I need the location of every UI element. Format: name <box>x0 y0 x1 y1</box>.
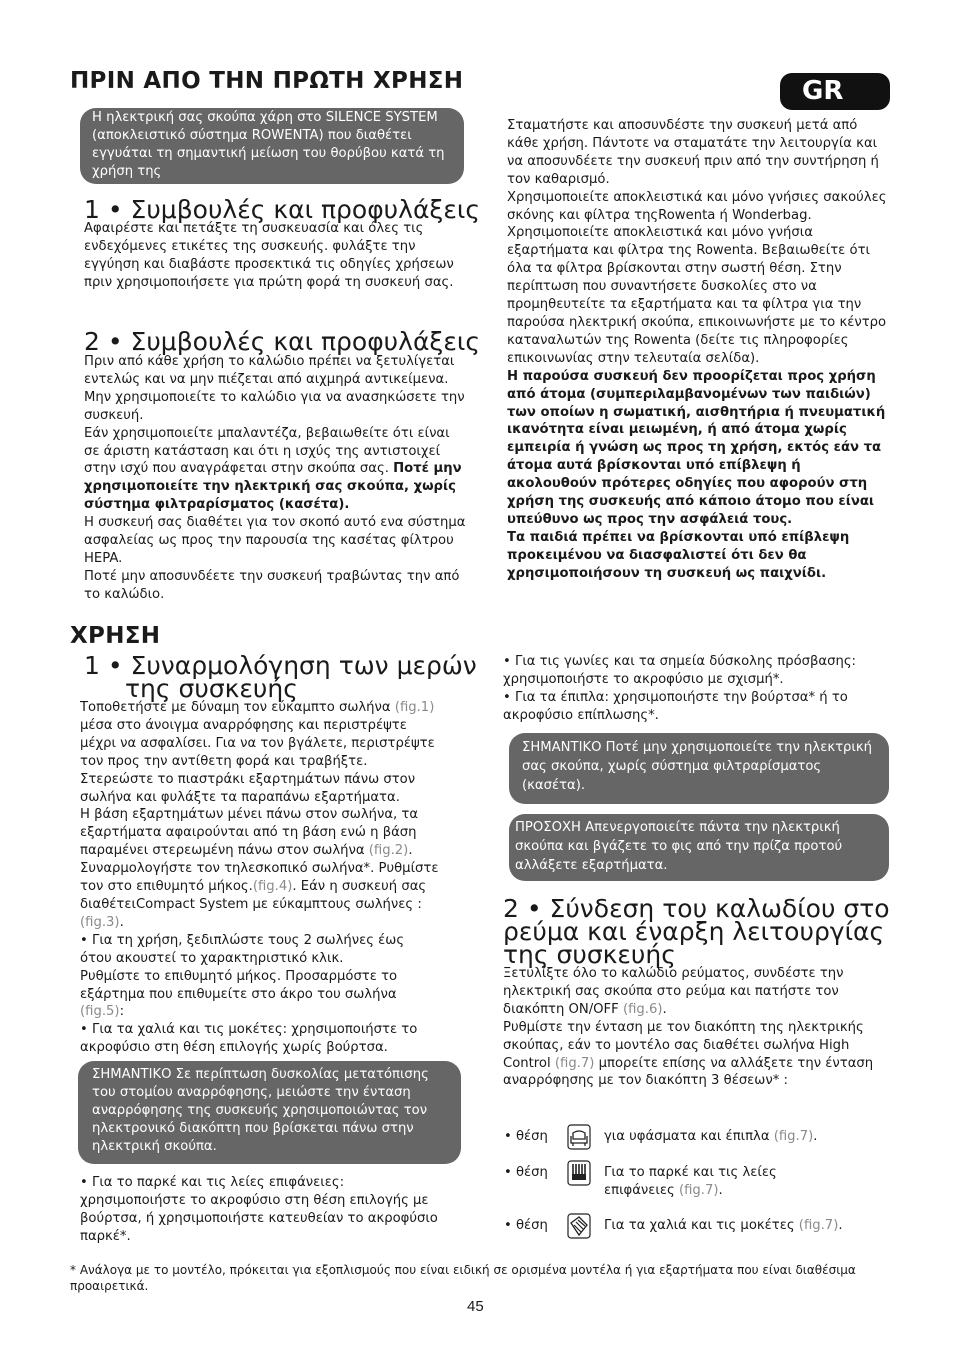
fig-7-ref: (fig.7) <box>678 1182 719 1198</box>
intro-info-text: Η ηλεκτρική σας σκούπα χάρη στο SILENCE SYSTEM (αποκλειστικό σύστημα ROWENTA) που διαθέτει εγγυάται τη σημαντική μείωση του θορύβου κατά τη χρήση της <box>92 110 445 179</box>
safety-paragraph-1: Σταματήστε και αποσυνδέστε την συσκευή μετά από κάθε χρήση. Πάντοτε να σταματάτε την λειτουργία και να αποσυνδέετε την συσκευή πριν από την συντήρηση ή τον καθαρισμό. <box>507 118 879 187</box>
power-heading-line-2: ρεύμα και έναρξη λειτουργίας <box>503 917 885 946</box>
position-desc-text: Για τα χαλιά και τις μοκέτες <box>604 1218 799 1233</box>
power-paragraph-1 <box>503 965 888 1019</box>
bullet-furniture: • Για τα έπιπλα: χρησιμοποιήστε την βούρτσα* ή το ακροφύσιο επίπλωσης*. <box>503 689 848 723</box>
important-box-filter-text: ΣΗΜΑΝΤΙΚΟ Ποτέ μην χρησιμοποιείτε την ηλεκτρική σας σκούπα, χωρίς σύστημα φιλτραρίσματος (κασέτα). <box>522 740 872 793</box>
fig-ref: (fig.4) <box>252 879 293 895</box>
assembly-text <box>80 699 465 1057</box>
assembly-line-end: . Εάν η συσκευή σας <box>292 879 427 895</box>
assembly-line <box>80 1039 465 1057</box>
assembly-line <box>80 986 465 1004</box>
assembly-line-end: . <box>119 914 124 930</box>
intro-info-box <box>80 108 464 184</box>
safety-paragraph-4-bold: Τα παιδιά πρέπει να βρίσκονται υπό επίβλεψη προκειμένου να διασφαλιστεί ότι δεν θα χρησιμοποιήσουν τη συσκευή ως παιχνίδι. <box>507 529 850 581</box>
tips-2-heading: 2 • Συμβουλές και προφυλάξεις <box>84 327 481 356</box>
position-desc-end: . <box>838 1218 843 1233</box>
assembly-line <box>80 789 465 807</box>
position-desc-text: Για το παρκέ και τις λείες επιφάνειες <box>604 1165 777 1198</box>
caution-box-text: ΠΡΟΣΟΧΗ Απενεργοποιείτε πάντα την ηλεκτρική σκούπα και βγάζετε το φις από την πρίζα προτού αλλάξετε εξαρτήματα. <box>515 820 843 873</box>
tips-2-paragraph-4: Ποτέ μην αποσυνδέετε την συσκευή τραβώντας την από το καλώδιο. <box>84 568 460 602</box>
parquet-brush-icon <box>567 1160 591 1190</box>
power-paragraph-2 <box>503 1019 888 1091</box>
assembly-line-text: Συναρμολογήστε τον τηλεσκοπικό σωλήνα*. Ρυθμίστε <box>80 861 439 877</box>
fig-ref: (fig.1) <box>394 700 435 715</box>
important-box-filter <box>509 733 889 804</box>
assembly-line <box>80 878 465 896</box>
tips-1-text: Αφαιρέστε και πετάξτε τη συσκευασία και όλες τις ενδεχόμενες ετικέτες της συσκευής. φυλάξτε την εγγύηση και διαβάστε προσεκτικά τις οδηγίες χρήσεων πριν χρησιμοποιήσετε για πρώτη φορά τη συσκευή σας. <box>84 221 454 290</box>
assembly-line-text: ακροφύσιο στη θέση επιλογής χωρίς βούρτσα. <box>80 1040 388 1056</box>
parquet-instruction-text: • Για το παρκέ και τις λείες επιφάνειες: χρησιμοποιήστε το ακροφύσιο στη θέση επιλογής με βούρτσα, ή χρησιμοποιήστε κατευθείαν το ακροφύσιο παρκέ*. <box>80 1175 438 1244</box>
assembly-line-text: εξάρτημα που επιθυμείτε στο άκρο του σωλήνα <box>80 986 397 1002</box>
tips-2-paragraph-3: Η συσκευή σας διαθέτει για τον σκοπό αυτό ενα σύστημα ασφαλείας ως προς την παρουσία της κασέτας φίλτρου HEPA. <box>84 515 466 566</box>
assembly-line <box>80 914 465 932</box>
language-badge: GR <box>780 73 890 110</box>
assembly-line-text: • Για τα χαλιά και τις μοκέτες: χρησιμοποιήστε το <box>80 1022 418 1038</box>
assembly-line-text: τον στο επιθυμητό μήκος. <box>80 879 253 895</box>
assembly-line-text: Ρυθμίστε το επιθυμητό μήκος. Προσαρμόστε το <box>80 968 398 984</box>
tips-2-paragraph-1: Πριν από κάθε χρήση το καλώδιο πρέπει να ξετυλίγεται εντελώς και να μην πιέζεται από αιχμηρά αντικείμενα. Μην χρησιμοποιείτε το καλώδιο για να ανασηκώσετε την συσκευή. <box>84 354 465 423</box>
fig-7-ref: (fig.7) <box>773 1129 814 1144</box>
assembly-line <box>80 771 465 789</box>
power-paragraph-2-text: Ρυθμίστε την ένταση με τον διακόπτη της ηλεκτρικής σκούπας, εάν το μοντέλο σας διαθέτει σωλήνα High Control <box>503 1019 864 1071</box>
assembly-line-text: τον προς την αντίθετη φορά και τραβήξτε. <box>80 753 368 769</box>
position-label: • θέση <box>504 1129 548 1144</box>
assembly-line <box>80 968 465 986</box>
assembly-line-text: Τοποθετήστε με δύναμη τον εύκαμπτο σωλήνα <box>80 700 395 715</box>
assembly-line <box>80 896 465 914</box>
page-number: 45 <box>467 1298 484 1315</box>
assembly-line-text: μέχρι να ασφαλίσει. Για να τον βγάλετε, περιστρέψτε <box>80 735 435 751</box>
assembly-line-text: Η βάση εξαρτημάτων μένει πάνω στον σωλήνα, τα <box>80 807 419 823</box>
assembly-line-text: • Για τη χρήση, ξεδιπλώστε τους 2 σωλήνες έως <box>80 932 405 948</box>
position-label: • θέση <box>504 1165 548 1180</box>
footnote: * Ανάλογα με το μοντέλο, πρόκειται για εξοπλισμούς που είναι ειδική σε ορισμένα μοντέλα ή για εξαρτήματα που είναι διαθέσιμα προαιρετικά. <box>70 1263 856 1293</box>
section-title-usage: ΧΡΗΣΗ <box>70 623 161 649</box>
assembly-line <box>80 950 465 968</box>
assembly-line <box>80 860 465 878</box>
power-paragraph-1-end: . <box>662 1001 667 1017</box>
bullet-corners: • Για τις γωνίες και τα σημεία δύσκολης πρόσβασης: χρησιμοποιήστε το ακροφύσιο με σχισμή*. <box>503 654 856 687</box>
assembly-line-text: Στερεώστε το πιαστράκι εξαρτημάτων πάνω στον <box>80 771 416 787</box>
position-desc <box>604 1164 824 1200</box>
safety-paragraph-2: Χρησιμοποιείτε αποκλειστικά και μόνο γνήσιες σακούλες σκόνης και φίλτρα τηςRowenta ή Wonderbag. Χρησιμοποιείτε αποκλειστικά και μόνο γνήσια εξαρτήματα και φίλτρα της Rowenta. Βεβαιωθείτε ότι όλα τα φίλτρα βρίσκονται στην σωστή θέση. Στην περίπτωση που συναντήσετε δυσκολίες στο να προμηθευτείτε τα εξαρτήματα και τα φίλτρα για την παρούσα ηλεκτρική σκούπα, επικοινωνήστε με το κέντρο καταναλωτών της Rowenta (δείτε τις πληροφορίες επικοινωνίας στην τελευταία σελίδα). <box>507 189 887 366</box>
power-paragraph-1-text: Ξετυλίξτε όλο το καλώδιο ρεύματος, συνδέστε την ηλεκτρική σας σκούπα στο ρεύμα και πατήστε τον διακόπτη ON/OFF <box>503 966 844 1017</box>
power-heading-line-3: της συσκευής <box>503 940 676 969</box>
assembly-line-end: . <box>408 843 413 859</box>
assembly-line-text: παραμένει στερεωμένη πάνω στον σωλήνα <box>80 843 369 859</box>
safety-paragraph-3-bold: Η παρούσα συσκευή δεν προορίζεται προς χρήση από άτομα (συμπεριλαμβανομένων των παιδιών) των οποίων η σωματική, αισθητήρια ή πνευματική ικανότητα είναι μειωμένη, ή από άτομα χωρίς εμπειρία ή γνώση ως προς τη χρήση, εκτός εάν τα άτομα αυτά βρίσκονται υπό επίβλεψη ή ακολουθούν πρότερες οδηγίες που αφορούν στη χρήση της συσκευής από κάποιο άτομο που είναι υπεύθυνο ως προς την ασφάλειά τους. <box>507 368 886 527</box>
fig-ref: (fig.5) <box>80 1004 120 1020</box>
important-box-nozzle-text: ΣΗΜΑΝΤΙΚΟ Σε περίπτωση δυσκολίας μετατόπισης του στομίου αναρρόφησης, μειώστε την ένταση αναρρόφησης της συσκευής χρησιμοποιώντας τον ηλεκτρονικό διακόπτη που βρίσκεται πάνω στην ηλεκτρική σκούπα. <box>92 1067 429 1154</box>
fig-6-ref: (fig.6) <box>622 1001 663 1017</box>
assembly-line-text: σωλήνα και φυλάξτε τα παραπάνω εξαρτήματα. <box>80 789 400 805</box>
assembly-line <box>80 932 465 950</box>
tips-2-body <box>84 353 469 604</box>
position-desc-end: . <box>718 1182 723 1198</box>
position-desc <box>604 1217 889 1235</box>
armchair-icon <box>567 1124 591 1154</box>
power-heading-line-1: 2 • Σύνδεση του καλωδίου στο <box>503 894 890 923</box>
assembly-line-end: : <box>119 1004 125 1020</box>
assembly-line <box>80 1003 465 1021</box>
tips-2-warning-bold: Ποτέ μην χρησιμοποιείτε την ηλεκτρική σας σκούπα, χωρίς σύστημα φιλτραρίσματος (κασέτα). <box>84 461 462 513</box>
assembly-heading-line-2: της συσκευής <box>125 674 298 703</box>
assembly-line-text: διαθέτειCompact System με εύκαμπτους σωλήνες : <box>80 896 422 912</box>
section-title-before-first-use: ΠΡΙΝ ΑΠΟ ΤΗΝ ΠΡΩΤΗ ΧΡΗΣΗ <box>70 68 464 94</box>
power-paragraph-2-end: μπορείτε επίσης να αλλάξετε την ένταση αναρρόφησης με τον διακόπτη 3 θέσεων* : <box>503 1055 874 1089</box>
fig-ref: (fig.2) <box>368 843 409 859</box>
caution-box <box>509 814 889 881</box>
tips-2-paragraph-2-text: Εάν χρησιμοποιείτε μπαλαντέζα, βεβαιωθείτε ότι είναι σε άριστη κατάσταση και ότι η ισχύς της αντιστοιχεί στην ισχύ που αναγράφεται στην σκούπα σας. <box>84 425 450 477</box>
carpet-icon <box>567 1213 591 1243</box>
tips-2-paragraph-2 <box>84 425 469 515</box>
assembly-line <box>80 1021 465 1039</box>
accessory-bullets <box>503 653 888 725</box>
power-text <box>503 965 888 1090</box>
assembly-line-text: μέσα στο άνοιγμα αναρρόφησης και περιστρέψτε <box>80 717 407 733</box>
position-desc-text: για υφάσματα και έπιπλα <box>604 1129 774 1144</box>
tips-1-heading: 1 • Συμβουλές και προφυλάξεις <box>84 195 481 224</box>
assembly-line <box>80 824 465 842</box>
important-box-nozzle <box>78 1061 461 1164</box>
assembly-line <box>80 753 465 771</box>
position-desc-end: . <box>813 1129 818 1144</box>
fig-7-ref: (fig.7) <box>798 1218 839 1233</box>
position-label: • θέση <box>504 1218 548 1233</box>
position-desc <box>604 1128 889 1146</box>
assembly-line-text: ότου ακουστεί το χαρακτηριστικό κλικ. <box>80 950 344 966</box>
assembly-line <box>80 806 465 824</box>
assembly-line <box>80 842 465 860</box>
safety-text-block <box>507 117 889 583</box>
assembly-line <box>80 717 465 735</box>
assembly-line <box>80 699 465 717</box>
assembly-line <box>80 735 465 753</box>
fig-7-ref: (fig.7) <box>554 1055 595 1071</box>
assembly-line-text: εξαρτήματα αφαιρούνται από τη βάση ενώ η βάση <box>80 825 417 841</box>
fig-ref: (fig.3) <box>80 914 120 930</box>
assembly-heading-line-1: 1 • Συναρμολόγηση των μερών <box>84 651 477 680</box>
